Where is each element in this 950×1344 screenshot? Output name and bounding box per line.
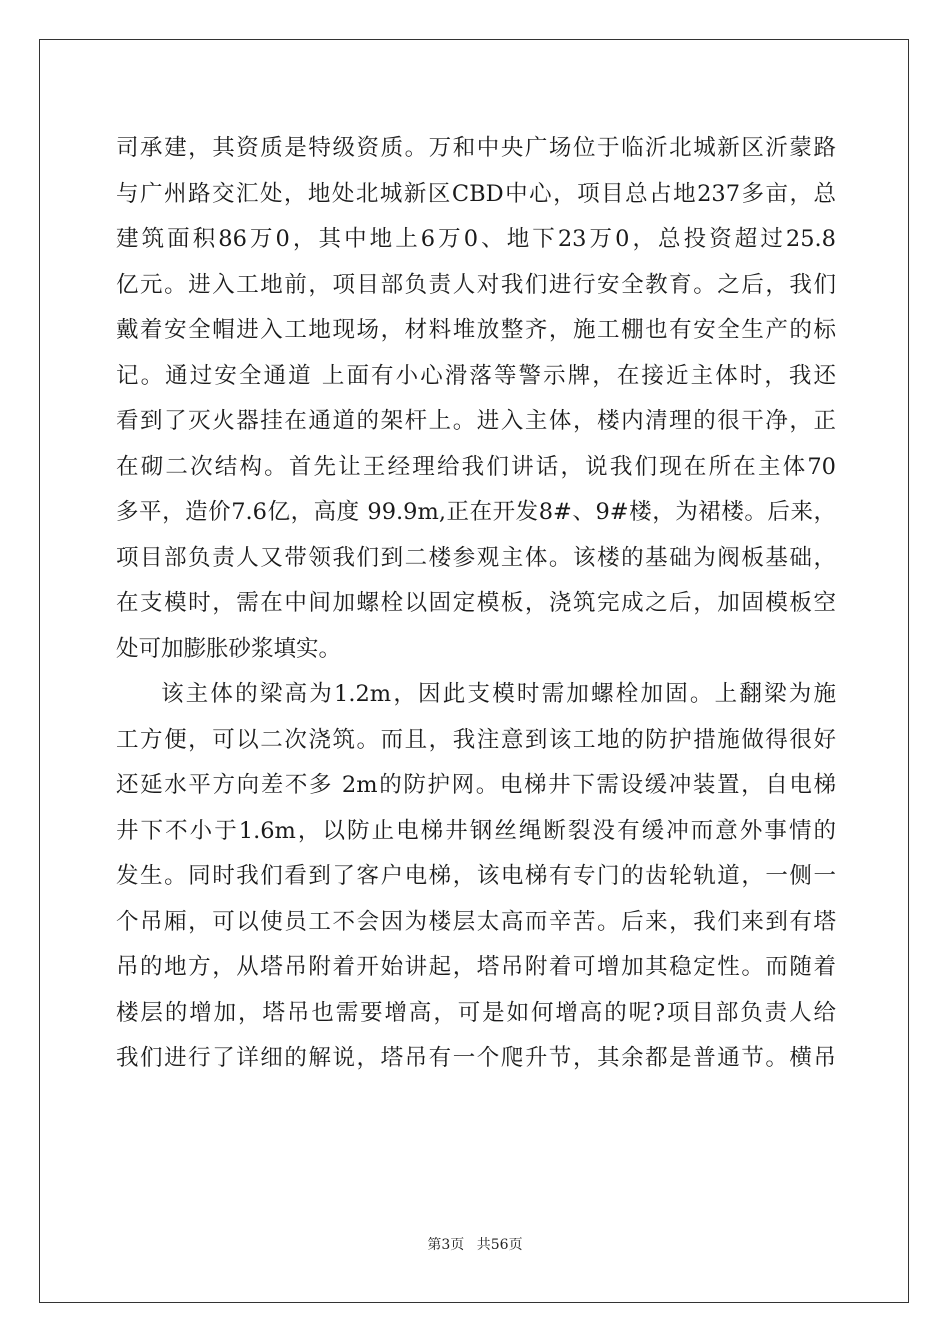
- total-pages: 共56页: [476, 1237, 523, 1253]
- text-line: 我们进行了详细的解说，塔吊有一个爬升节，其余都是普通节。横吊: [116, 1045, 836, 1071]
- text-line: 个吊厢，可以使员工不会因为楼层太高而辛苦。后来，我们来到有塔: [116, 908, 836, 935]
- text-line: 项目部负责人又带领我们到二楼参观主体。该楼的基础为阀板基础，: [116, 544, 836, 571]
- text-line: 吊的地方，从塔吊附着开始讲起，塔吊附着可增加其稳定性。而随着: [116, 954, 836, 980]
- text-line-paragraph-start: 该主体的梁高为1.2m，因此支模时需加螺栓加固。上翻梁为施: [161, 681, 836, 707]
- page-footer: [0, 1234, 950, 1254]
- text-line: 看到了灭火器挂在通道的架杆上。进入主体，楼内清理的很干净，正: [116, 408, 836, 434]
- text-line: 建筑面积86万0，其中地上6万0、地下23万0，总投资超过25.8: [116, 226, 836, 252]
- text-line: 亿元。进入工地前，项目部负责人对我们进行安全教育。之后，我们: [116, 271, 836, 298]
- text-line: 司承建，其资质是特级资质。万和中央广场位于临沂北城新区沂蒙路: [116, 135, 836, 161]
- text-line: 记。通过安全通道 上面有小心滑落等警示牌，在接近主体时，我还: [116, 362, 836, 389]
- document-body: [116, 126, 836, 1082]
- text-line: 在支模时，需在中间加螺栓以固定模板，浇筑完成之后，加固模板空: [116, 590, 836, 616]
- text-line: 还延水平方向差不多 2m的防护网。电梯井下需设缓冲装置，自电梯: [116, 772, 836, 798]
- text-line: 与广州路交汇处，地处北城新区CBD中心，项目总占地237多亩，总: [116, 180, 836, 207]
- text-line: 戴着安全帽进入工地现场，材料堆放整齐，施工棚也有安全生产的标: [116, 317, 836, 343]
- text-line: 在砌二次结构。首先让王经理给我们讲话，说我们现在所在主体70: [116, 453, 836, 480]
- text-line: 多平，造价7.6亿，高度 99.9m,正在开发8#、9#楼，为裙楼。后来，: [116, 499, 836, 525]
- text-line: 发生。同时我们看到了客户电梯，该电梯有专门的齿轮轨道，一侧一: [116, 863, 836, 889]
- text-line: 工方便，可以二次浇筑。而且，我注意到该工地的防护措施做得很好: [116, 726, 836, 753]
- text-line: 楼层的增加，塔吊也需要增高，可是如何增高的呢?项目部负责人给: [116, 999, 836, 1026]
- text-line: 井下不小于1.6m，以防止电梯井钢丝绳断裂没有缓冲而意外事情的: [116, 817, 836, 844]
- text-line: 处可加膨胀砂浆填实。: [116, 635, 342, 662]
- page-number: 第3页: [427, 1237, 465, 1253]
